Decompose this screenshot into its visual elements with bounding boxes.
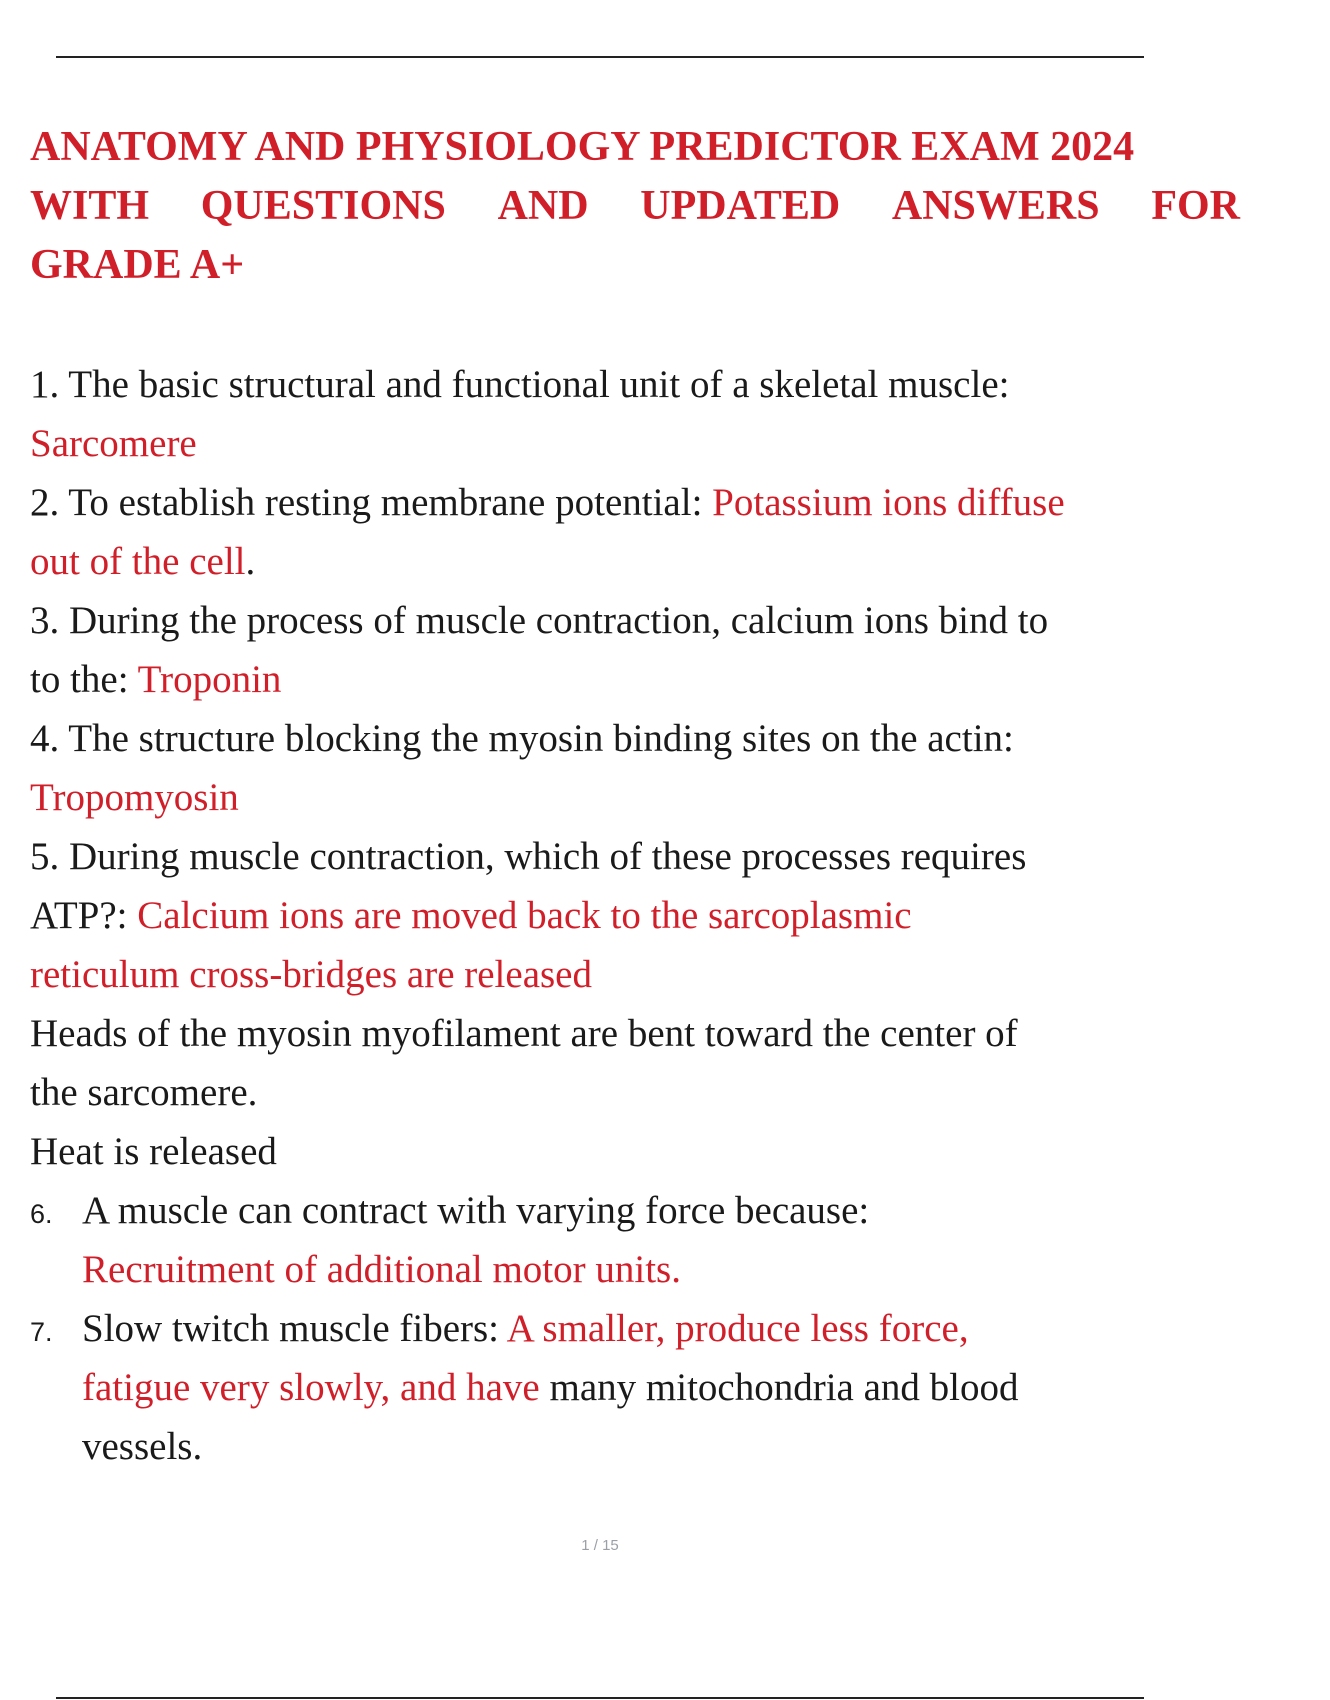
question-5-prefix: ATP?: — [30, 894, 138, 937]
question-3-line-1: 3. During the process of muscle contraction, calcium ions bind to — [30, 599, 1049, 642]
list-number-7: 7. — [30, 1317, 53, 1347]
title-word: FOR — [1151, 183, 1240, 229]
question-2-line-1 — [30, 473, 1330, 532]
question-list — [30, 355, 1330, 1476]
question-5-extra-1: Heads of the myosin myofilament are bent toward the center of — [30, 1012, 1018, 1055]
question-6-text: A muscle can contract with varying force because: — [82, 1189, 870, 1232]
question-5-extra-3: Heat is released — [30, 1130, 277, 1173]
answer-4: Tropomyosin — [30, 776, 239, 819]
answer-6: Recruitment of additional motor units. — [82, 1248, 681, 1291]
answer-2-part-2: out of the cell — [30, 540, 246, 583]
question-item-5 — [30, 827, 1330, 1181]
question-item-6 — [30, 1181, 1330, 1299]
top-rule — [56, 56, 1144, 58]
word: skeletal — [759, 363, 879, 406]
word: unit — [619, 363, 681, 406]
title-word: UPDATED — [640, 183, 841, 229]
document-title — [30, 118, 1330, 295]
question-2-line-2 — [30, 532, 1330, 591]
document-page — [30, 118, 1330, 1476]
answer-7-part-1: A smaller, produce less force, — [506, 1307, 969, 1350]
word: and — [385, 363, 442, 406]
answer-7-part-2: fatigue very slowly, and have — [82, 1366, 540, 1409]
word: structural — [228, 363, 376, 406]
word: of — [689, 363, 723, 406]
answer-5-line-2: reticulum cross-bridges are released — [30, 953, 592, 996]
question-7-line-2 — [82, 1358, 1019, 1417]
question-7-line-1 — [82, 1299, 1019, 1358]
question-item-4 — [30, 709, 1330, 827]
title-line-3: GRADE A+ — [30, 242, 245, 288]
question-1-text — [30, 355, 1205, 414]
question-6-body — [82, 1181, 869, 1299]
question-3-line-2 — [30, 650, 1330, 709]
title-line-1: ANATOMY AND PHYSIOLOGY PREDICTOR EXAM 2024 — [30, 124, 1135, 170]
word: The — [68, 363, 129, 406]
question-item-1 — [30, 355, 1330, 473]
answer-5-line-1: Calcium ions are moved back to the sarcoplasmic — [137, 894, 912, 937]
title-word: WITH — [30, 183, 150, 229]
question-5-line-2 — [30, 886, 1330, 945]
answer-3: Troponin — [137, 658, 282, 701]
answer-2-period: . — [245, 540, 256, 583]
question-7-body — [82, 1299, 1019, 1476]
answer-1: Sarcomere — [30, 422, 197, 465]
question-item-3 — [30, 591, 1330, 709]
question-7-line-3: vessels. — [82, 1425, 203, 1468]
question-5-line-1: 5. During muscle contraction, which of these processes requires — [30, 835, 1027, 878]
title-word: QUESTIONS — [200, 183, 446, 229]
question-4-text: 4. The structure blocking the myosin binding sites on the actin: — [30, 717, 1014, 760]
list-number-6: 6. — [30, 1199, 53, 1229]
bottom-rule — [56, 1697, 1144, 1699]
question-7-text: Slow twitch muscle fibers: — [82, 1307, 507, 1350]
word: muscle: — [888, 363, 1010, 406]
question-5-extra-2: the sarcomere. — [30, 1071, 258, 1114]
page-indicator: 1 / 15 — [581, 1537, 619, 1554]
title-line-2 — [30, 177, 1240, 236]
word: 1. — [30, 363, 60, 406]
word: basic — [138, 363, 219, 406]
question-7-rest-1: many mitochondria and blood — [539, 1366, 1019, 1409]
title-word: ANSWERS — [891, 183, 1100, 229]
word: a — [732, 363, 750, 406]
question-item-2 — [30, 473, 1330, 591]
question-item-7 — [30, 1299, 1330, 1476]
question-2-text: 2. To establish resting membrane potential: — [30, 481, 713, 524]
word: functional — [451, 363, 610, 406]
answer-2-part-1: Potassium ions diffuse — [712, 481, 1065, 524]
title-word: AND — [497, 183, 589, 229]
question-3-prefix: to the: — [30, 658, 138, 701]
